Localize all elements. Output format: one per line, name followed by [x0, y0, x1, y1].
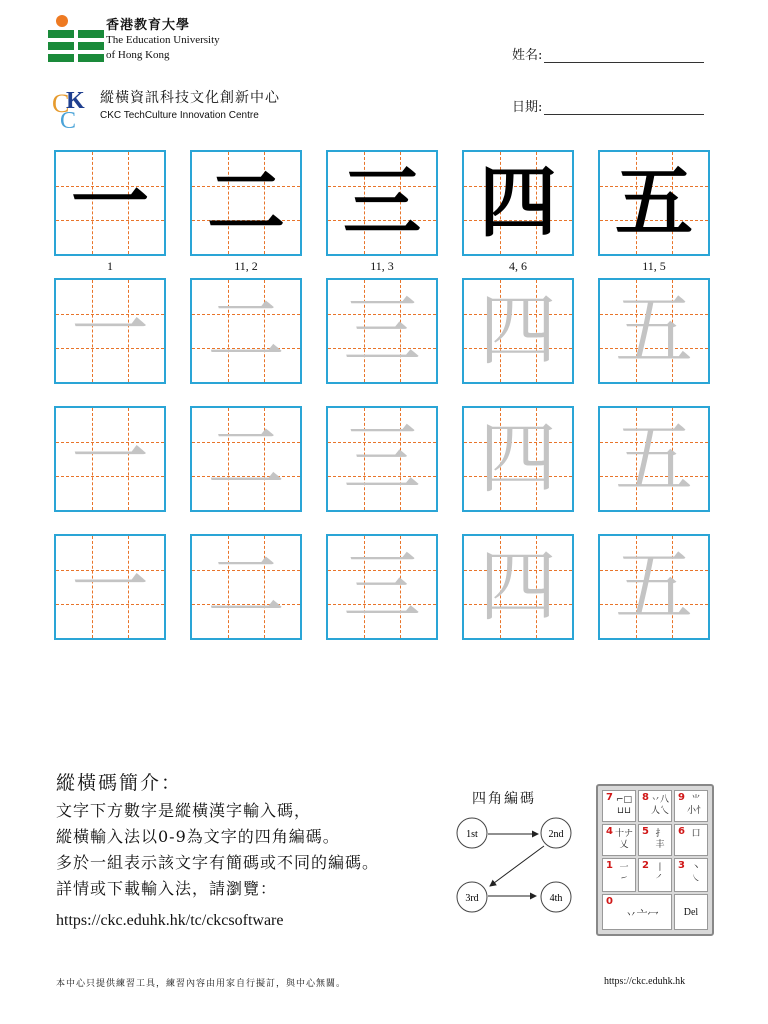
intro-line: 文字下方數字是縱橫漢字輸入碼，	[56, 801, 312, 820]
intro-line: 詳情或下載輸入法，請瀏覽：	[56, 879, 278, 898]
corner-4-label: 4th	[549, 893, 563, 904]
trace-character: 二	[206, 414, 285, 504]
key-strokes: 十ナ 乂	[615, 829, 634, 850]
trace-character: 四	[478, 414, 557, 504]
model-character: 二	[206, 158, 285, 248]
model-cell[interactable]	[326, 150, 438, 256]
input-code: 11, 2	[234, 259, 258, 273]
key-number: 8	[642, 792, 649, 803]
model-cell[interactable]	[190, 150, 302, 256]
key-8[interactable]	[638, 790, 672, 822]
ckc-name-en: CKC TechCulture Innovation Centre	[100, 110, 259, 121]
key-number: 9	[678, 792, 685, 803]
ckc-name	[100, 90, 280, 124]
key-strokes: ⺌ 小忄	[687, 795, 706, 816]
key-number: 3	[678, 860, 685, 871]
footer-url[interactable]: https://ckc.eduhk.hk	[604, 976, 686, 987]
key-number: 5	[642, 826, 649, 837]
key-strokes: 扌 丰	[655, 829, 665, 850]
trace-character: 一	[70, 542, 149, 632]
trace-character: 一	[70, 286, 149, 376]
trace-cell[interactable]	[598, 406, 710, 512]
four-corner-diagram	[450, 806, 590, 922]
key-3[interactable]	[674, 858, 708, 892]
trace-cell[interactable]	[190, 406, 302, 512]
delete-key-label: Del	[683, 907, 699, 918]
intro-text	[56, 798, 379, 902]
trace-character: 二	[206, 542, 285, 632]
trace-character: 四	[478, 542, 557, 632]
key-number: 7	[606, 792, 613, 803]
trace-character: 五	[614, 286, 693, 376]
key-number: 0	[606, 896, 613, 907]
eduhk-name-en-2: of Hong Kong	[106, 49, 170, 61]
key-5[interactable]	[638, 824, 672, 856]
model-cell[interactable]	[598, 150, 710, 256]
key-number: 1	[606, 860, 613, 871]
intro-title: 縱橫碼簡介：	[56, 772, 183, 794]
key-strokes: 丶 ㇏	[691, 863, 701, 884]
key-6[interactable]	[674, 824, 708, 856]
intro-line: 縱橫輸入法以0-9為文字的四角編碼。	[56, 827, 340, 846]
svg-text:C: C	[52, 89, 70, 118]
svg-text:K: K	[66, 88, 85, 114]
trace-cell[interactable]	[598, 278, 710, 384]
trace-cell[interactable]	[462, 278, 574, 384]
key-strokes: 丷亠冖	[625, 908, 659, 921]
input-code: 1	[107, 259, 113, 273]
model-character: 三	[342, 158, 421, 248]
svg-text:C: C	[60, 108, 77, 130]
input-code: 4, 6	[509, 259, 527, 273]
ckc-name-zh: 縱橫資訊科技文化創新中心	[100, 90, 280, 106]
trace-cell[interactable]	[54, 278, 166, 384]
trace-cell[interactable]	[54, 406, 166, 512]
key-number: 4	[606, 826, 613, 837]
trace-character: 三	[342, 414, 421, 504]
corner-2-label: 2nd	[548, 829, 564, 840]
eduhk-logo	[48, 14, 104, 66]
trace-cell[interactable]	[326, 278, 438, 384]
name-blank-line[interactable]	[544, 48, 704, 63]
date-blank-line[interactable]	[544, 100, 704, 115]
trace-character: 一	[70, 414, 149, 504]
trace-character: 三	[342, 542, 421, 632]
trace-cell[interactable]	[190, 534, 302, 640]
trace-character: 三	[342, 286, 421, 376]
eduhk-name	[106, 18, 220, 63]
date-field[interactable]	[512, 96, 704, 115]
model-cell[interactable]	[54, 150, 166, 256]
name-field[interactable]	[512, 44, 704, 63]
trace-cell[interactable]	[326, 406, 438, 512]
model-character: 四	[478, 158, 557, 248]
corner-1-label: 1st	[466, 829, 478, 840]
software-link[interactable]: https://ckc.eduhk.hk/tc/ckcsoftware	[56, 912, 284, 929]
corner-3-label: 3rd	[465, 893, 479, 904]
key-strokes: 丷八 人乀	[651, 795, 670, 816]
trace-cell[interactable]	[190, 278, 302, 384]
trace-cell[interactable]	[598, 534, 710, 640]
ckc-logo	[50, 86, 98, 130]
trace-character: 五	[614, 414, 693, 504]
key-1[interactable]	[602, 858, 636, 892]
key-number: 2	[642, 860, 649, 871]
eduhk-name-zh: 香港教育大學	[106, 18, 191, 33]
model-character: 五	[614, 158, 693, 248]
key-strokes: 丨 ㇒	[655, 863, 665, 884]
key-strokes: 一 ㇀	[619, 863, 629, 884]
key-4[interactable]	[602, 824, 636, 856]
key-7[interactable]	[602, 790, 636, 822]
input-code: 11, 5	[642, 259, 666, 273]
input-code: 11, 3	[370, 259, 394, 273]
trace-cell[interactable]	[462, 534, 574, 640]
delete-key[interactable]	[674, 894, 708, 930]
intro-line: 多於一組表示該文字有簡碼或不同的編碼。	[56, 853, 380, 872]
footer-disclaimer: 本中心只提供練習工具，練習內容由用家自行擬訂，與中心無關。	[56, 979, 347, 989]
trace-character: 二	[206, 286, 285, 376]
ckc-keypad	[596, 784, 714, 936]
eduhk-name-en-1: The Education University	[106, 34, 220, 46]
key-strokes: ⌐□ ⊔⊔	[615, 795, 633, 816]
key-9[interactable]	[674, 790, 708, 822]
trace-cell[interactable]	[54, 534, 166, 640]
key-strokes: 口	[691, 829, 701, 839]
trace-cell[interactable]	[326, 534, 438, 640]
four-corner-title: 四角編碼	[472, 791, 536, 807]
trace-cell[interactable]	[462, 406, 574, 512]
date-label: 日期:	[512, 100, 543, 115]
key-0[interactable]	[602, 894, 672, 930]
model-cell[interactable]	[462, 150, 574, 256]
name-label: 姓名:	[512, 48, 543, 63]
trace-character: 五	[614, 542, 693, 632]
key-number: 6	[678, 826, 685, 837]
trace-character: 四	[478, 286, 557, 376]
key-2[interactable]	[638, 858, 672, 892]
model-character: 一	[70, 158, 149, 248]
